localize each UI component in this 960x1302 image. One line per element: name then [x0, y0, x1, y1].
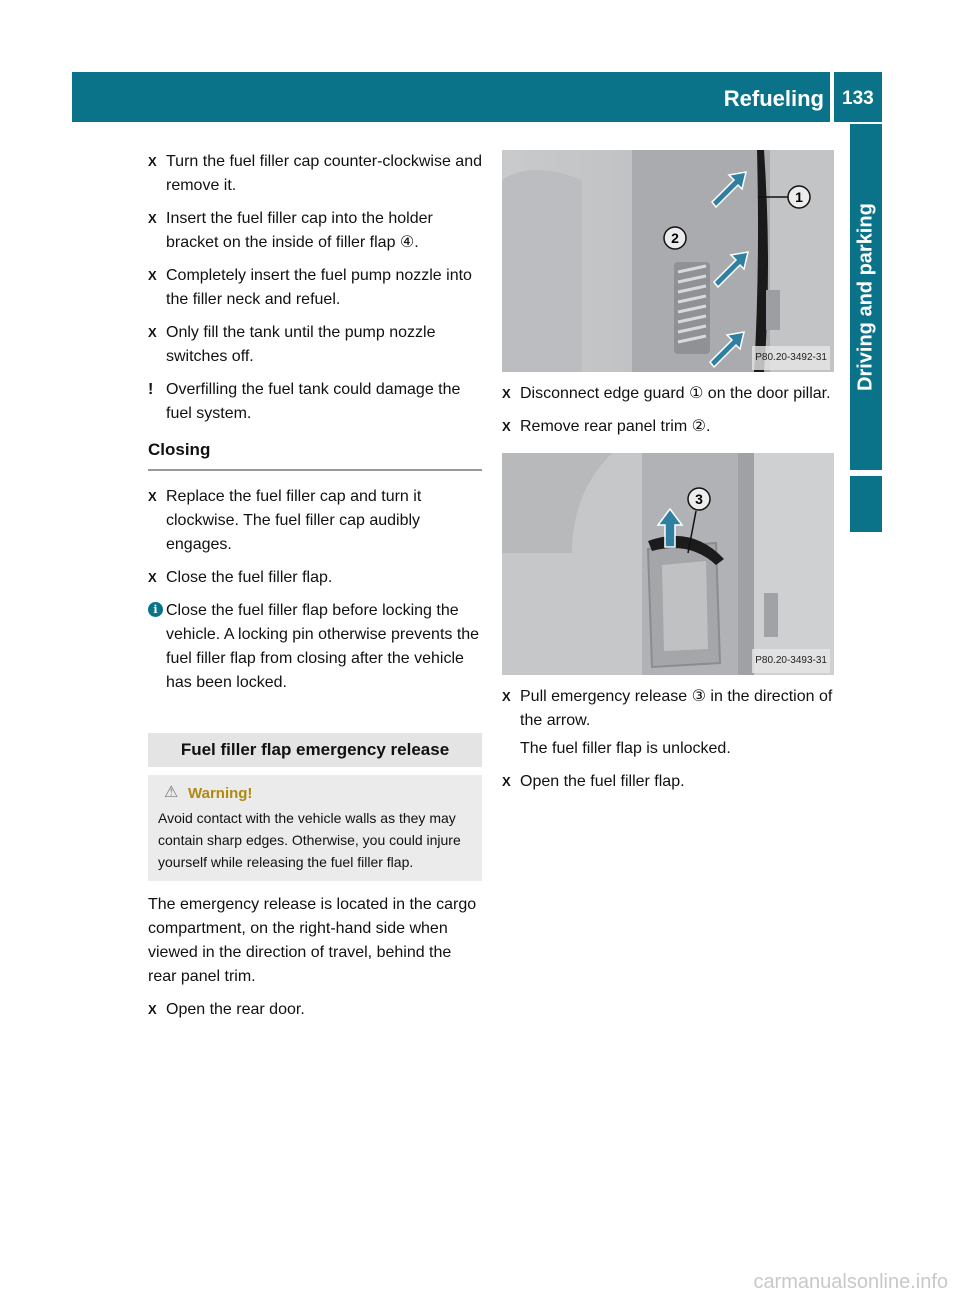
left-column [148, 150, 482, 1031]
warning-text: Avoid contact with the vehicle walls as they may contain sharp edges. Otherwise, you could injure yourself while releasing the fuel filler flap. [158, 810, 461, 870]
step-item: X Close the fuel filler flap. [148, 566, 482, 590]
step-item: X Open the fuel filler flap. [502, 770, 836, 794]
side-tab-label: Driving and parking [854, 203, 877, 391]
step-item: X Disconnect edge guard ① on the door pillar. [502, 382, 836, 406]
callout-3: 3 [695, 491, 703, 507]
figure-emergency-release-illustration [502, 453, 834, 675]
watermark: carmanualsonline.info [753, 1271, 948, 1293]
warning-triangle-icon: ⚠ [164, 784, 179, 801]
step-item: X Pull emergency release ③ in the direction of the arrow. [502, 685, 836, 733]
section-title: Fuel filler flap emergency release [148, 733, 482, 767]
exclamation-icon: ! [148, 381, 154, 398]
callout-2: 2 [671, 230, 679, 246]
step-arrow-icon: X [148, 268, 157, 283]
step-arrow-icon: X [502, 774, 511, 789]
right-column [502, 150, 836, 803]
step-arrow-icon: X [148, 489, 157, 504]
step-item: X Open the rear door. [148, 998, 482, 1022]
step-arrow-icon: X [148, 1002, 157, 1017]
step-arrow-icon: X [502, 386, 511, 401]
body-paragraph: The emergency release is located in the cargo compartment, on the right-hand side when viewed in the direction of travel, behind the rear panel trim. [148, 896, 477, 985]
caution-note: ! Overfilling the fuel tank could damage the fuel system. [148, 378, 482, 426]
figure-edge-guard [502, 150, 834, 372]
step-arrow-icon: X [502, 689, 511, 704]
step-item: X Completely insert the fuel pump nozzle into the filler neck and refuel. [148, 264, 482, 312]
page-number: 133 [842, 88, 874, 109]
warning-box [148, 775, 482, 881]
step-arrow-icon: X [148, 570, 157, 585]
figure-edge-guard-illustration [502, 150, 834, 372]
step-result: The fuel filler flap is unlocked. [520, 740, 731, 757]
step-item: X Remove rear panel trim ②. [502, 415, 836, 439]
warning-title: ⚠ Warning! [164, 784, 253, 802]
step-item: X Insert the fuel filler cap into the holder bracket on the inside of filler flap ④. [148, 207, 482, 255]
step-arrow-icon: X [148, 325, 157, 340]
side-tab-block [850, 476, 882, 532]
step-arrow-icon: X [502, 419, 511, 434]
info-icon: i [148, 602, 163, 617]
figure-code: P80.20-3493-31 [752, 649, 830, 673]
figure-emergency-release [502, 453, 834, 675]
step-arrow-icon: X [148, 211, 157, 226]
chapter-title: Refueling [723, 86, 824, 111]
header-separator [830, 72, 834, 122]
step-item: X Replace the fuel filler cap and turn it clockwise. The fuel filler cap audibly engages. [148, 485, 482, 557]
step-arrow-icon: X [148, 154, 157, 169]
figure-code: P80.20-3492-31 [752, 346, 830, 370]
closing-heading: Closing [148, 438, 482, 471]
info-note: i Close the fuel filler flap before locking the vehicle. A locking pin otherwise prevents the fuel filler flap from closing after the vehicle has been locked. [148, 599, 482, 695]
step-item: X Turn the fuel filler cap counter-clockwise and remove it. [148, 150, 482, 198]
step-item: X Only fill the tank until the pump nozzle switches off. [148, 321, 482, 369]
callout-1: 1 [795, 189, 803, 205]
